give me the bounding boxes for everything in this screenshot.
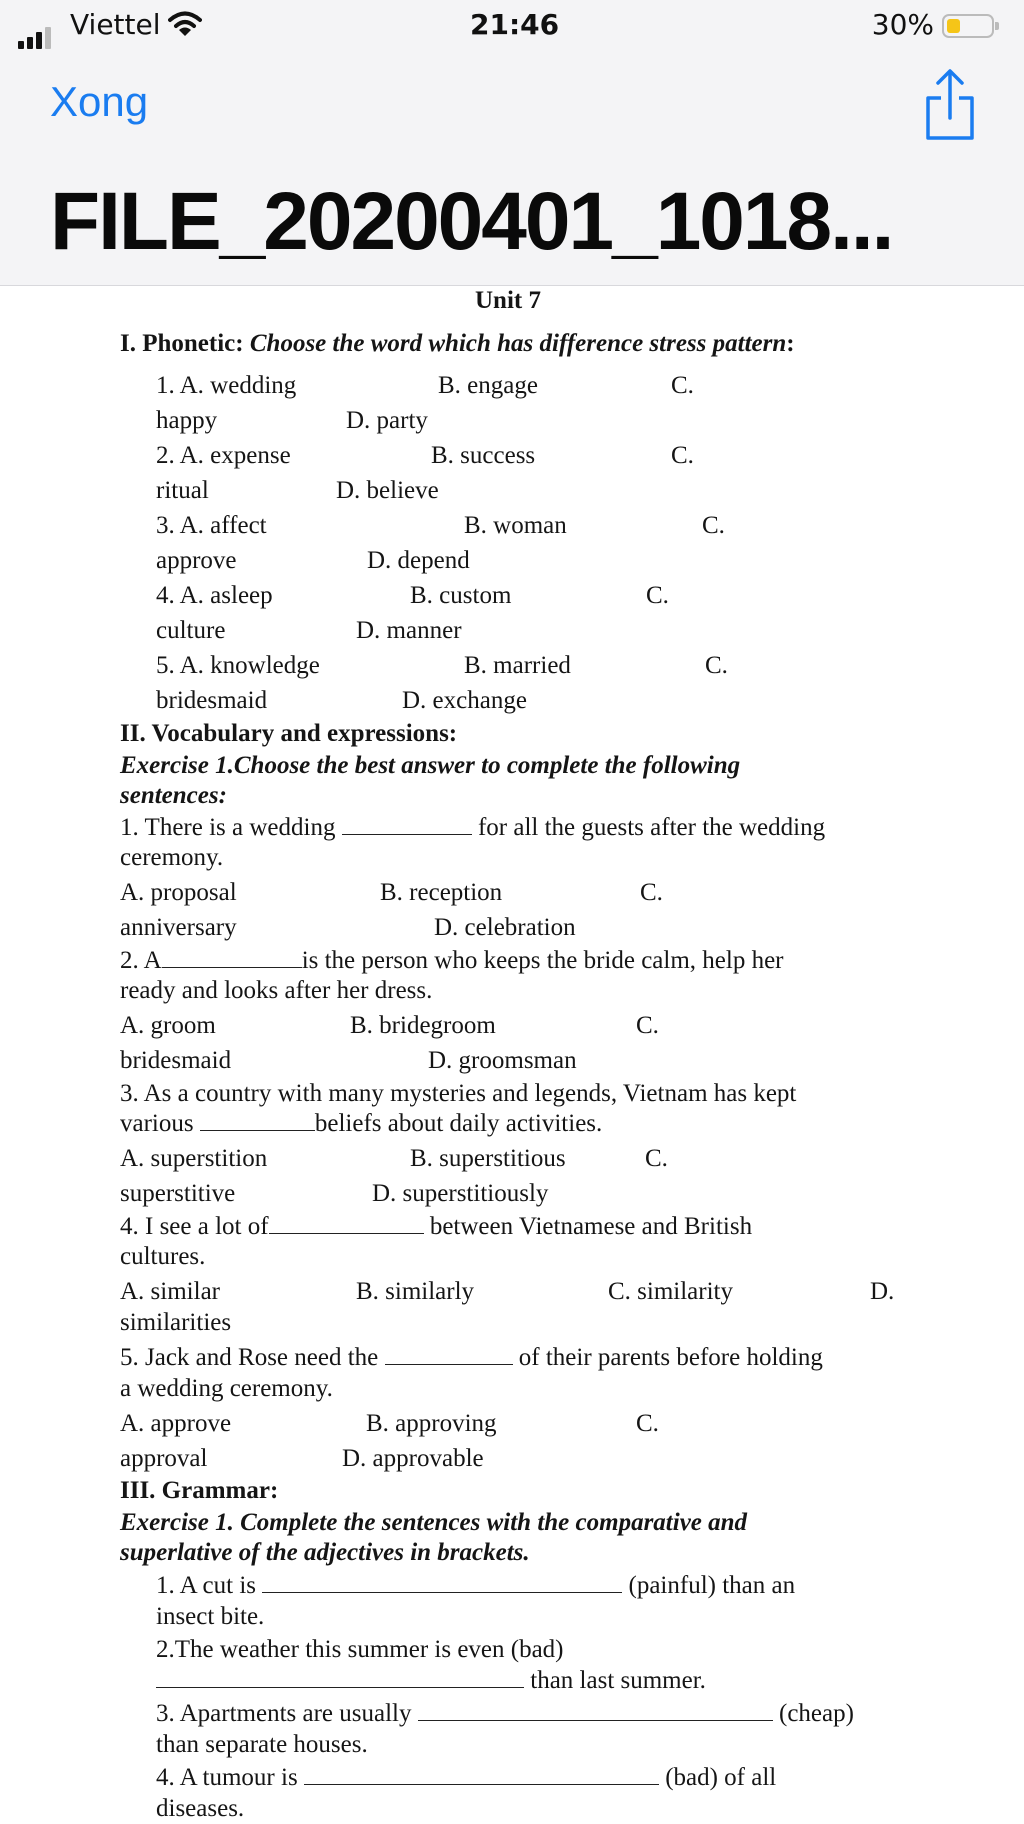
section2-heading: II. Vocabulary and expressions: (120, 720, 458, 747)
vocab-q5-option-d: D. approvable (342, 1445, 484, 1472)
phonetic-q5-option-a: 5. A. knowledge (156, 652, 320, 679)
phonetic-q3-option-c: C. (702, 512, 725, 539)
unit-title: Unit 7 (475, 287, 541, 314)
answer-blank (262, 1572, 622, 1593)
share-icon[interactable] (924, 68, 976, 140)
vocab-q2-text: 2. A is the person who keeps the bride calm, help her (120, 947, 784, 974)
battery-percent: 30% (871, 8, 934, 41)
phonetic-q5-option-b: B. married (464, 652, 571, 679)
section2-exercise-instruction-cont: sentences: (120, 782, 227, 809)
phonetic-q5-option-c-word: bridesmaid (156, 687, 268, 714)
vocab-q4-text: 4. I see a lot of between Vietnamese and British (120, 1213, 753, 1240)
vocab-q3-option-a: A. superstition (120, 1145, 268, 1172)
grammar-q2-text: 2.The weather this summer is even (bad) (156, 1636, 564, 1663)
vocab-q1-option-c: C. (640, 879, 663, 906)
vocab-q2-text-cont: ready and looks after her dress. (120, 977, 433, 1004)
vocab-q1-text-cont: ceremony. (120, 844, 224, 871)
phonetic-q4-option-c-word: culture (156, 617, 226, 644)
vocab-q2-option-b: B. bridegroom (350, 1012, 496, 1039)
vocab-q5-option-c: C. (636, 1410, 659, 1437)
vocab-q1-option-b: B. reception (380, 879, 503, 906)
answer-blank (385, 1344, 513, 1365)
phonetic-q3-option-a: 3. A. affect (156, 512, 267, 539)
answer-blank (156, 1667, 524, 1688)
vocab-q3-option-c-word: superstitive (120, 1180, 236, 1207)
phonetic-q3-option-c-word: approve (156, 547, 237, 574)
vocab-q3-option-d: D. superstitiously (372, 1180, 549, 1207)
done-button[interactable]: Xong (50, 78, 149, 125)
wifi-icon (168, 10, 202, 38)
vocab-q3-option-c: C. (645, 1145, 668, 1172)
phonetic-q4-option-a: 4. A. asleep (156, 582, 273, 609)
section2-exercise-instruction: Exercise 1.Choose the best answer to complete the following (120, 752, 741, 779)
vocab-q3-option-b: B. superstitious (410, 1145, 566, 1172)
grammar-q4-text-cont: diseases. (156, 1795, 245, 1822)
carrier-name: Viettel (70, 8, 161, 41)
section3-heading: III. Grammar: (120, 1477, 279, 1504)
vocab-q2-option-c-word: bridesmaid (120, 1047, 232, 1074)
answer-blank (418, 1700, 773, 1721)
vocab-q5-text: 5. Jack and Rose need the of their parents before holding (120, 1344, 823, 1371)
signal-icon (18, 16, 54, 38)
vocab-q4-text-cont: cultures. (120, 1243, 206, 1270)
status-time: 21:46 (470, 8, 560, 41)
phonetic-q1-option-b: B. engage (438, 372, 538, 399)
phonetic-q2-option-a: 2. A. expense (156, 442, 291, 469)
document-page (0, 286, 1024, 1820)
vocab-q5-text-cont: a wedding ceremony. (120, 1375, 333, 1402)
grammar-q1-text: 1. A cut is (painful) than an (156, 1572, 796, 1599)
vocab-q4-option-d: D. (870, 1278, 895, 1305)
grammar-q3-text: 3. Apartments are usually (cheap) (156, 1700, 854, 1727)
vocab-q2-option-c: C. (636, 1012, 659, 1039)
vocab-q4-option-d-word: similarities (120, 1309, 232, 1336)
navigation-bar (0, 0, 1024, 286)
answer-blank (269, 1213, 424, 1234)
status-bar (0, 0, 1024, 52)
grammar-q1-text-cont: insect bite. (156, 1603, 265, 1630)
vocab-q1-text: 1. There is a wedding for all the guests after the wedding (120, 814, 826, 841)
vocab-q5-option-a: A. approve (120, 1410, 232, 1437)
phonetic-q5-option-c: C. (705, 652, 728, 679)
phonetic-q3-option-d: D. depend (367, 547, 470, 574)
phonetic-q5-option-d: D. exchange (402, 687, 527, 714)
phonetic-q2-option-c-word: ritual (156, 477, 209, 504)
vocab-q2-option-a: A. groom (120, 1012, 216, 1039)
phonetic-q1-option-c: C. (671, 372, 694, 399)
document-title: FILE_20200401_1018... (50, 176, 893, 267)
vocab-q5-option-c-word: approval (120, 1445, 208, 1472)
phonetic-q1-option-a: 1. A. wedding (156, 372, 297, 399)
phonetic-q4-option-b: B. custom (410, 582, 512, 609)
answer-blank (304, 1764, 659, 1785)
vocab-q3-text-cont: various beliefs about daily activities. (120, 1110, 603, 1137)
vocab-q4-option-b: B. similarly (356, 1278, 475, 1305)
vocab-q1-option-a: A. proposal (120, 879, 237, 906)
phonetic-q3-option-b: B. woman (464, 512, 567, 539)
battery-icon (942, 14, 994, 38)
section3-exercise-instruction-cont: superlative of the adjectives in brackets. (120, 1539, 530, 1566)
phonetic-q4-option-c: C. (646, 582, 669, 609)
answer-blank (342, 814, 472, 835)
vocab-q1-option-c-word: anniversary (120, 914, 237, 941)
vocab-q4-option-a: A. similar (120, 1278, 220, 1305)
vocab-q3-text: 3. As a country with many mysteries and legends, Vietnam has kept (120, 1080, 797, 1107)
vocab-q5-option-b: B. approving (366, 1410, 497, 1437)
answer-blank (200, 1110, 315, 1131)
battery-fill (947, 19, 960, 33)
section1-heading: I. Phonetic: Choose the word which has difference stress pattern: (120, 330, 795, 357)
vocab-q4-option-c: C. similarity (608, 1278, 733, 1305)
phonetic-q1-option-d: D. party (346, 407, 428, 434)
grammar-q2-text-cont: than last summer. (156, 1666, 706, 1696)
vocab-q1-option-d: D. celebration (434, 914, 576, 941)
grammar-q4-text: 4. A tumour is (bad) of all (156, 1764, 777, 1791)
phonetic-q2-option-c: C. (671, 442, 694, 469)
section3-exercise-instruction: Exercise 1. Complete the sentences with the comparative and (120, 1509, 748, 1536)
answer-blank (162, 947, 302, 968)
phonetic-q4-option-d: D. manner (356, 617, 462, 644)
phonetic-q2-option-b: B. success (431, 442, 536, 469)
phonetic-q1-option-c-word: happy (156, 407, 218, 434)
vocab-q2-option-d: D. groomsman (428, 1047, 577, 1074)
grammar-q3-text-cont: than separate houses. (156, 1731, 368, 1758)
phonetic-q2-option-d: D. believe (336, 477, 439, 504)
